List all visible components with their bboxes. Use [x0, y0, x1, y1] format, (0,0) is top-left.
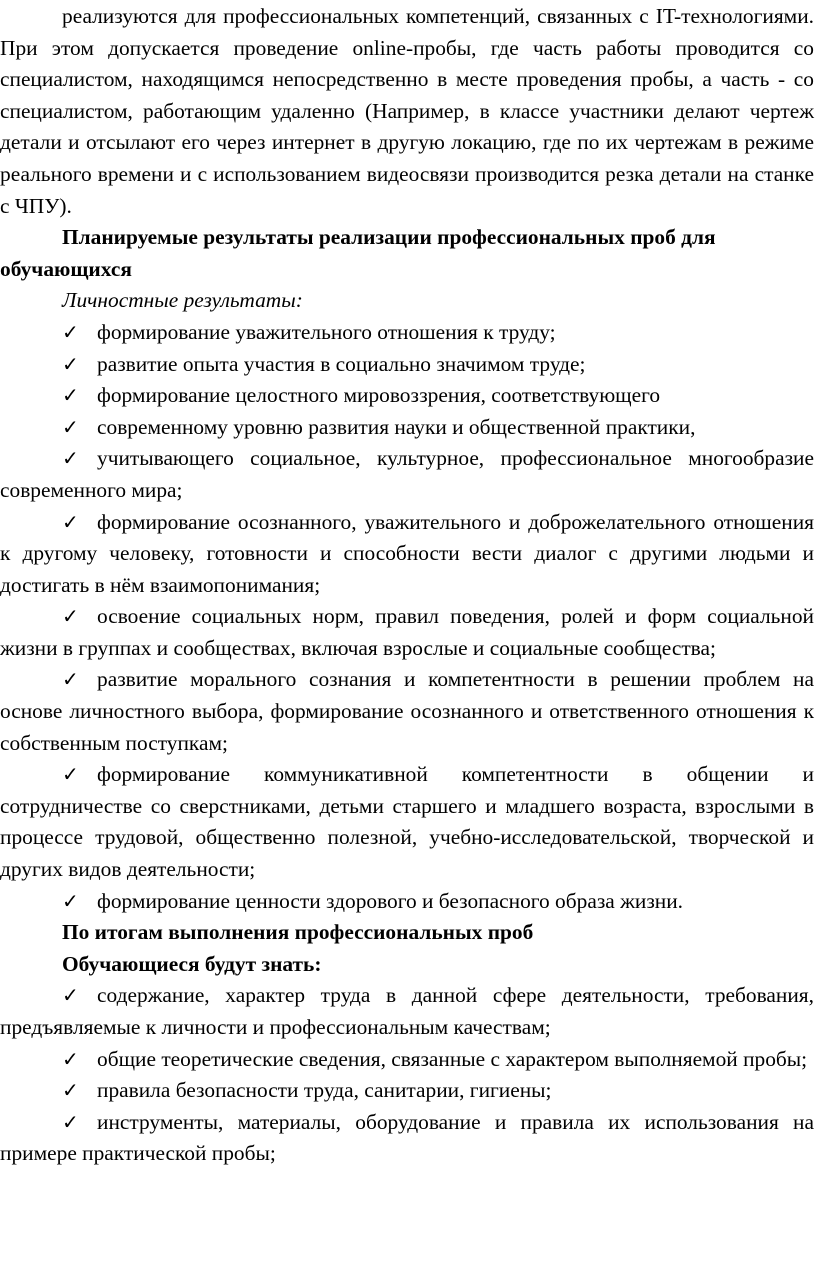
list-item: [0, 886, 814, 918]
section-heading: Планируемые результаты реализации профессиональных проб для обучающихся: [0, 225, 716, 281]
list-item-text: общие теоретические сведения, связанные с характером выполняемой пробы;: [97, 1046, 808, 1071]
checkmark-icon: ✓: [62, 446, 79, 471]
list-item: [0, 601, 814, 664]
list-item-text: формирование уважительного отношения к труду;: [97, 319, 556, 344]
list-item-text: формирование целостного мировоззрения, соответствующего: [97, 383, 661, 408]
list-item: [0, 759, 814, 885]
list-item-text: содержание, характер труда в данной сфере деятельности, требования, предъявляемые к личности и профессиональным качествам;: [0, 983, 814, 1039]
list-item: [0, 1107, 814, 1170]
list-item-text: современному уровню развития науки и общественной практики,: [97, 414, 696, 439]
list-item-text: развитие опыта участия в социально значимом труде;: [97, 351, 586, 376]
checkmark-icon: ✓: [62, 983, 79, 1008]
list-item-text: учитывающего социальное, культурное, профессиональное многообразие современного мира;: [0, 446, 814, 502]
list-item: [0, 349, 814, 381]
checkmark-icon: ✓: [62, 509, 79, 534]
list-item: [0, 1044, 814, 1076]
list-item: [0, 317, 814, 349]
personal-results-label: Личностные результаты:: [62, 288, 303, 313]
list-item-text: формирование осознанного, уважительного и доброжелательного отношения к другому человеку, готовности и способности вести диалог с другими людьми и достигать в нём взаимопонимания;: [0, 509, 814, 597]
checkmark-icon: ✓: [62, 319, 79, 344]
list-item-text: формирование ценности здорового и безопасного образа жизни.: [97, 888, 684, 913]
checkmark-icon: ✓: [62, 1109, 79, 1134]
checkmark-icon: ✓: [62, 383, 79, 408]
knowledge-heading: Обучающиеся будут знать:: [62, 951, 322, 976]
checkmark-icon: ✓: [62, 1046, 79, 1071]
checkmark-icon: ✓: [62, 1078, 79, 1103]
list-item-text: формирование коммуникативной компетентности в общении и сотрудничестве со сверстниками, детьми старшего и младшего возраста, взрослыми в процессе трудовой, общественно полезной, учебно-исследовательской, творческой и других видов деятельности;: [0, 762, 814, 882]
list-item-text: освоение социальных норм, правил поведения, ролей и форм социальной жизни в группах и сообществах, включая взрослые и социальные сообщества;: [0, 604, 814, 660]
results-heading: По итогам выполнения профессиональных проб: [62, 920, 534, 945]
list-item: [0, 412, 814, 444]
list-item: [0, 664, 814, 759]
list-item: [0, 443, 814, 506]
list-item-text: инструменты, материалы, оборудование и правила их использования на примере практической пробы;: [0, 1109, 814, 1166]
list-item-text: правила безопасности труда, санитарии, гигиены;: [97, 1078, 552, 1103]
checkmark-icon: ✓: [62, 888, 79, 913]
list-item: [0, 1075, 814, 1107]
list-item: [0, 980, 814, 1043]
checkmark-icon: ✓: [62, 667, 79, 692]
checkmark-icon: ✓: [62, 762, 79, 787]
checkmark-icon: ✓: [62, 351, 79, 376]
list-item: [0, 380, 814, 412]
checkmark-icon: ✓: [62, 604, 79, 629]
checkmark-icon: ✓: [62, 414, 79, 439]
list-item-text: развитие морального сознания и компетентности в решении проблем на основе личностного выбора, формирование осознанного и ответственного отношения к собственным поступкам;: [0, 667, 814, 755]
list-item: [0, 507, 814, 602]
intro-paragraph: реализуются для профессиональных компетенций, связанных с IT-технологиями. При этом допускается проведение online-пробы, где часть работы проводится со специалистом, находящимся непосредственно в месте проведения пробы, а часть - со специалистом, работающим удаленно (Например, в классе участники делают чертеж детали и отсылают его через интернет в другую локацию, где по их чертежам в режиме реального времени и с использованием видеосвязи производится резка детали на станке с ЧПУ).: [0, 4, 814, 218]
